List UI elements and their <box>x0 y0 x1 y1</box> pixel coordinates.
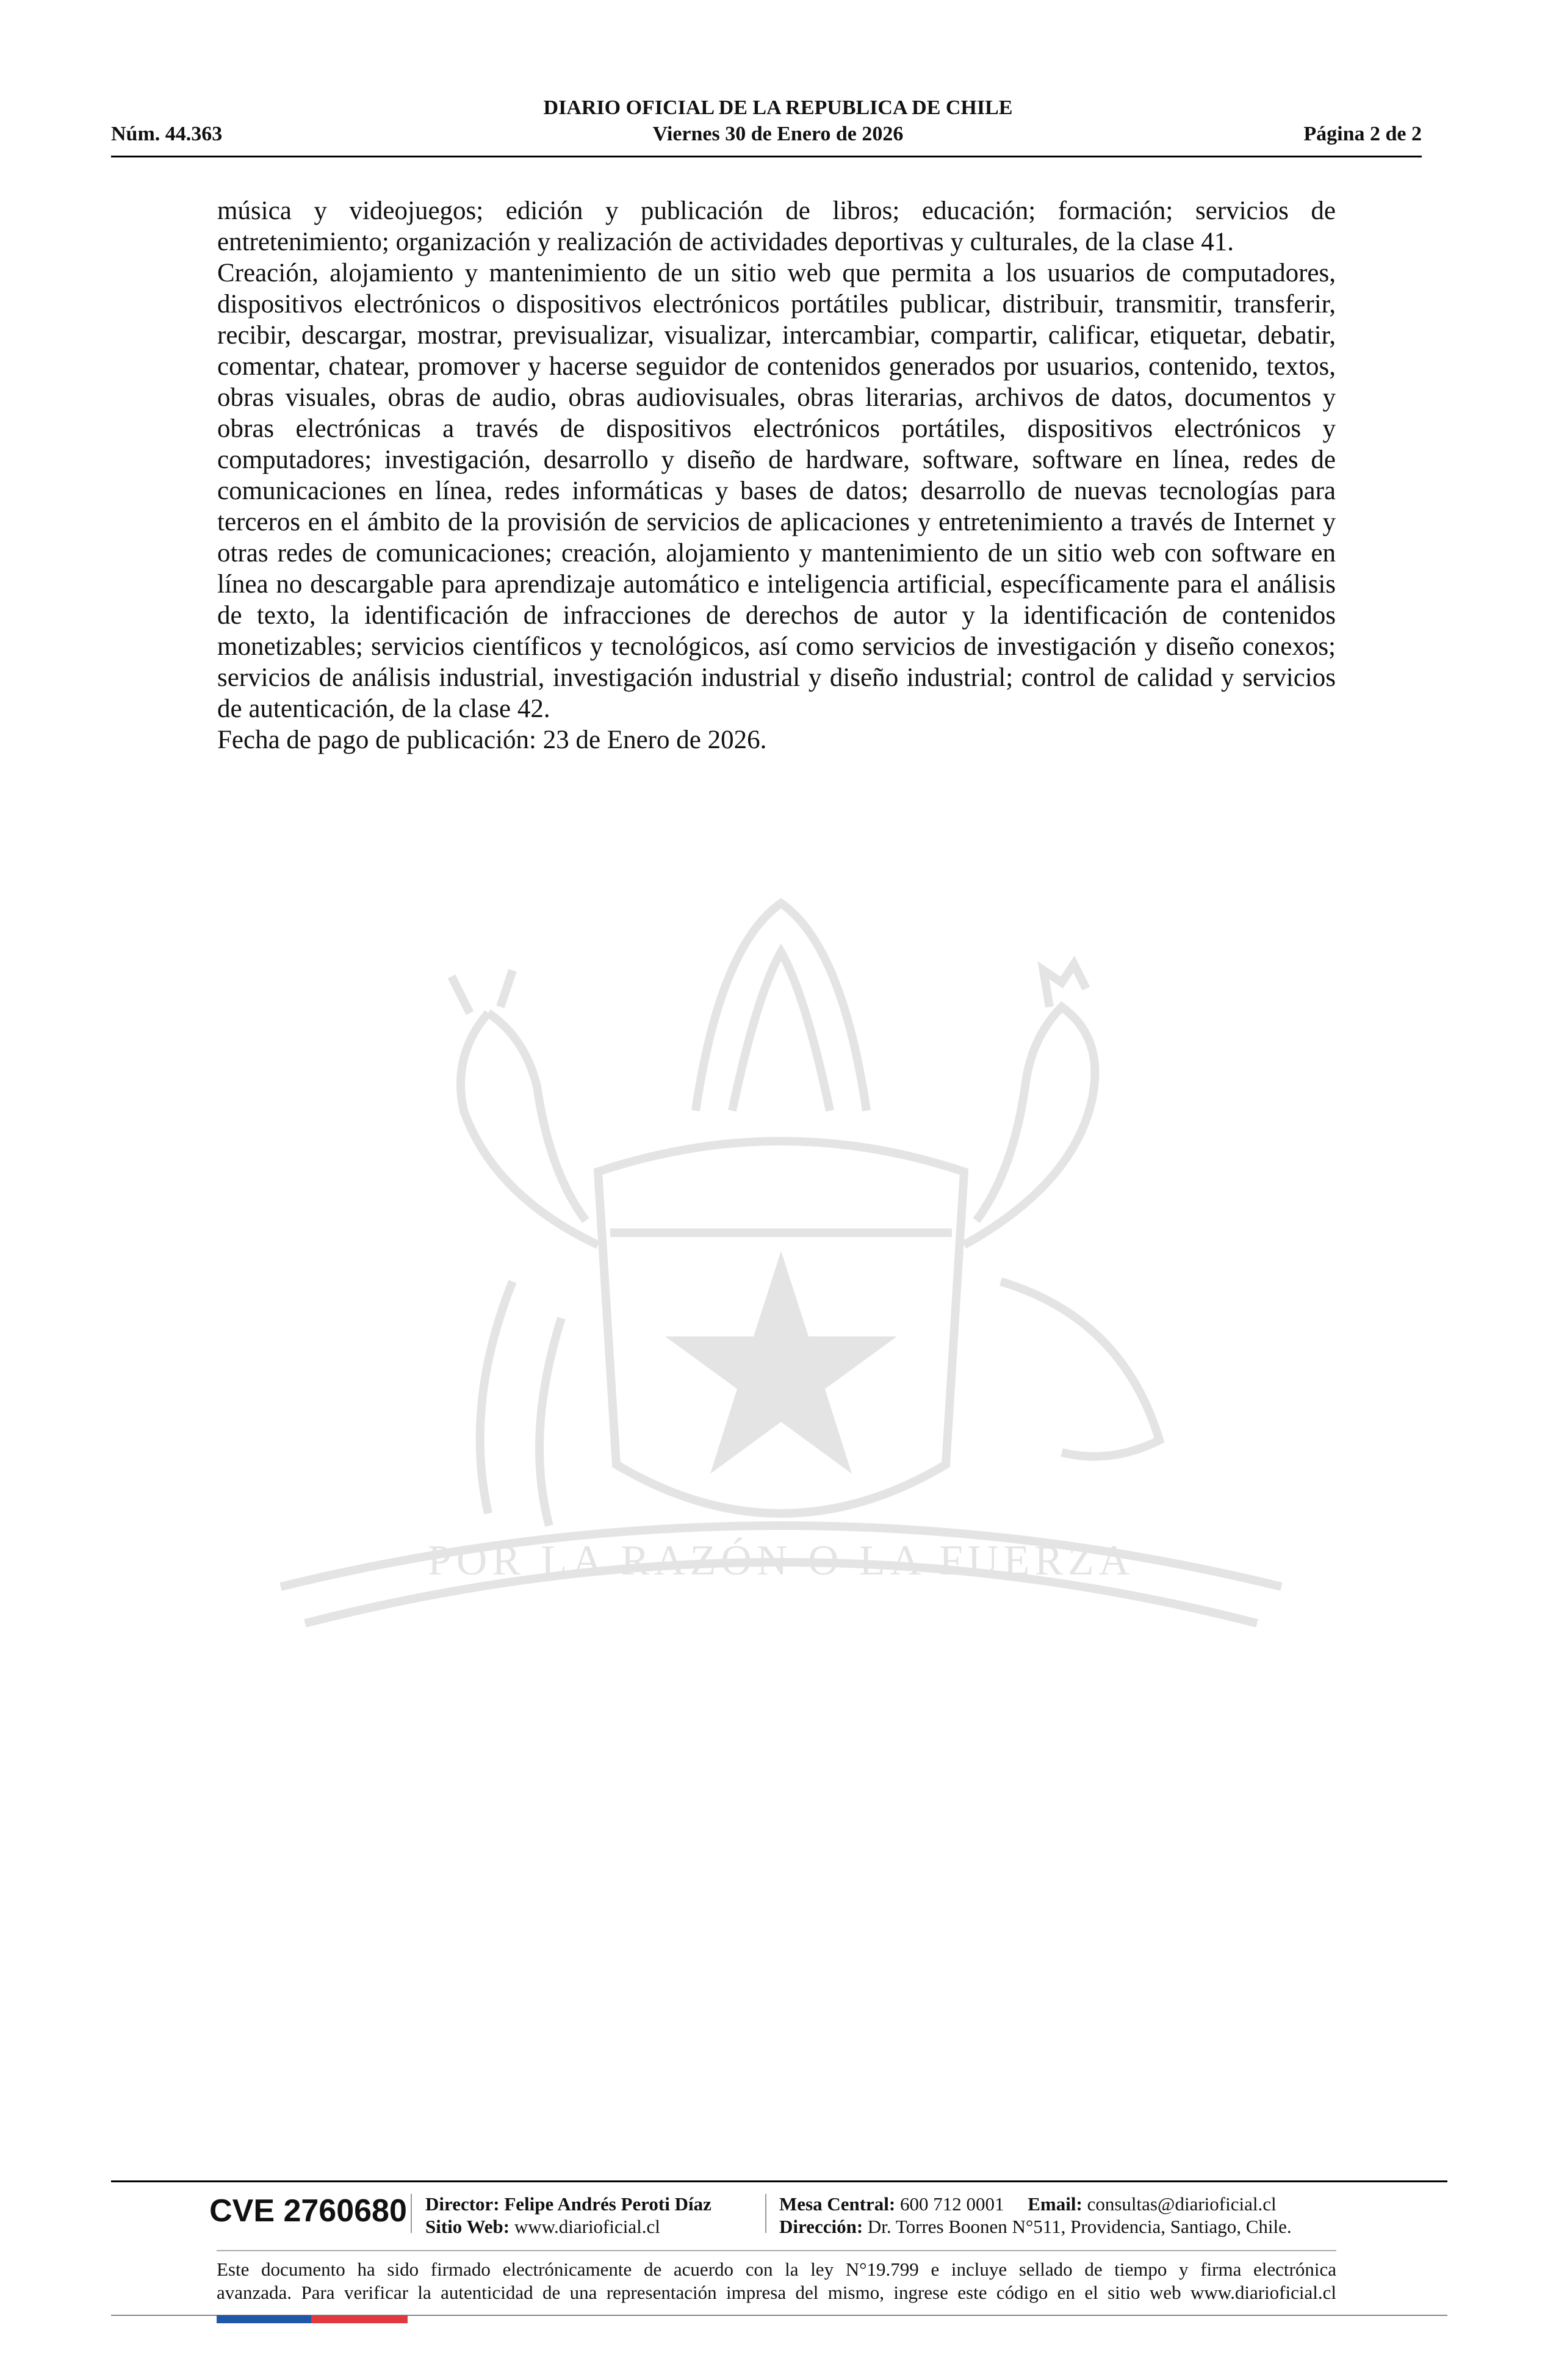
issue-number: Núm. 44.363 <box>111 123 223 145</box>
header-divider <box>111 156 1422 157</box>
cve-code: CVE 2760680 <box>209 2193 407 2229</box>
legal-notice-line-2: avanzada. Para verificar la autenticidad de una representación impresa del mismo, ingrese este código en el sitio web www.diarioficial.cl <box>217 2282 1336 2303</box>
director-label: Director: <box>425 2193 500 2215</box>
footer-separator <box>411 2194 412 2233</box>
newspaper-title: DIARIO OFICIAL DE LA REPUBLICA DE CHILE <box>543 96 1013 119</box>
chile-coat-of-arms-icon <box>207 854 1355 1697</box>
website-link[interactable]: www.diarioficial.cl <box>514 2216 660 2237</box>
publication-body <box>217 195 1336 755</box>
legal-notice <box>217 2258 1336 2304</box>
legal-notice-line-1: Este documento ha sido firmado electrónicamente de acuerdo con la ley N°19.799 e incluye sellado de tiempo y firma electrónica <box>217 2259 1336 2280</box>
coat-of-arms-motto: POR LA RAZÓN O LA FUERZA <box>427 1537 1135 1584</box>
paragraph-class-42: Creación, alojamiento y mantenimiento de un sitio web que permita a los usuarios de computadores, dispositivos electrónicos o dispositivos electrónicos portátiles publicar, distribuir, transmitir, transferir, recibir, descargar, mostrar, previsualizar, visualizar, intercambiar, compartir, calificar, etiquetar, debatir, comentar, chatear, promover y hacerse seguidor de contenidos generados por usuarios, contenido, textos, obras visuales, obras de audio, obras audiovisuales, obras literarias, archivos de datos, documentos y obras electrónicas a través de dispositivos electrónicos portátiles, dispositivos electrónicos y computadores; investigación, desarrollo y diseño de hardware, software, software en línea, redes de comunicaciones en línea, redes informáticas y bases de datos; desarrollo de nuevas tecnologías para terceros en el ámbito de la provisión de servicios de aplicaciones y entretenimiento a través de Internet y otras redes de comunicaciones; creación, alojamiento y mantenimiento de un sitio web con software en línea no descargable para aprendizaje automático e inteligencia artificial, específicamente para el análisis de texto, la identificación de infracciones de derechos de autor y la identificación de contenidos monetizables; servicios científicos y tecnológicos, así como servicios de investigación y diseño conexos; servicios de análisis industrial, investigación industrial y diseño industrial; control de calidad y servicios de autenticación, de la clase 42. <box>217 259 1336 723</box>
footer-separator <box>765 2194 766 2233</box>
email-link[interactable]: consultas@diarioficial.cl <box>1087 2193 1277 2215</box>
footer-divider-top <box>111 2180 1447 2182</box>
mesa-central-label: Mesa Central: <box>779 2193 896 2215</box>
payment-date: Fecha de pago de publicación: 23 de Enero de 2026. <box>217 726 767 754</box>
director-info <box>425 2193 711 2216</box>
flag-stripe-red <box>311 2315 408 2323</box>
address-label: Dirección: <box>779 2216 863 2237</box>
website-label: Sitio Web: <box>425 2216 510 2237</box>
issue-date: Viernes 30 de Enero de 2026 <box>652 123 904 145</box>
paragraph-class-41: música y videojuegos; edición y publicación de libros; educación; formación; servicios de entretenimiento; organización y realización de actividades deportivas y culturales, de la clase 41. <box>217 197 1336 256</box>
director-name: Felipe Andrés Peroti Díaz <box>504 2193 711 2215</box>
email-label: Email: <box>1028 2193 1082 2215</box>
address-value: Dr. Torres Boonen N°511, Providencia, Santiago, Chile. <box>867 2216 1292 2237</box>
address-info <box>779 2215 1292 2238</box>
contact-info <box>779 2193 1277 2216</box>
page-indicator: Página 2 de 2 <box>1303 123 1422 145</box>
flag-stripe-blue <box>217 2315 311 2323</box>
footer-divider-middle <box>217 2250 1336 2251</box>
website-info <box>425 2215 660 2238</box>
mesa-central-phone: 600 712 0001 <box>900 2193 1004 2215</box>
